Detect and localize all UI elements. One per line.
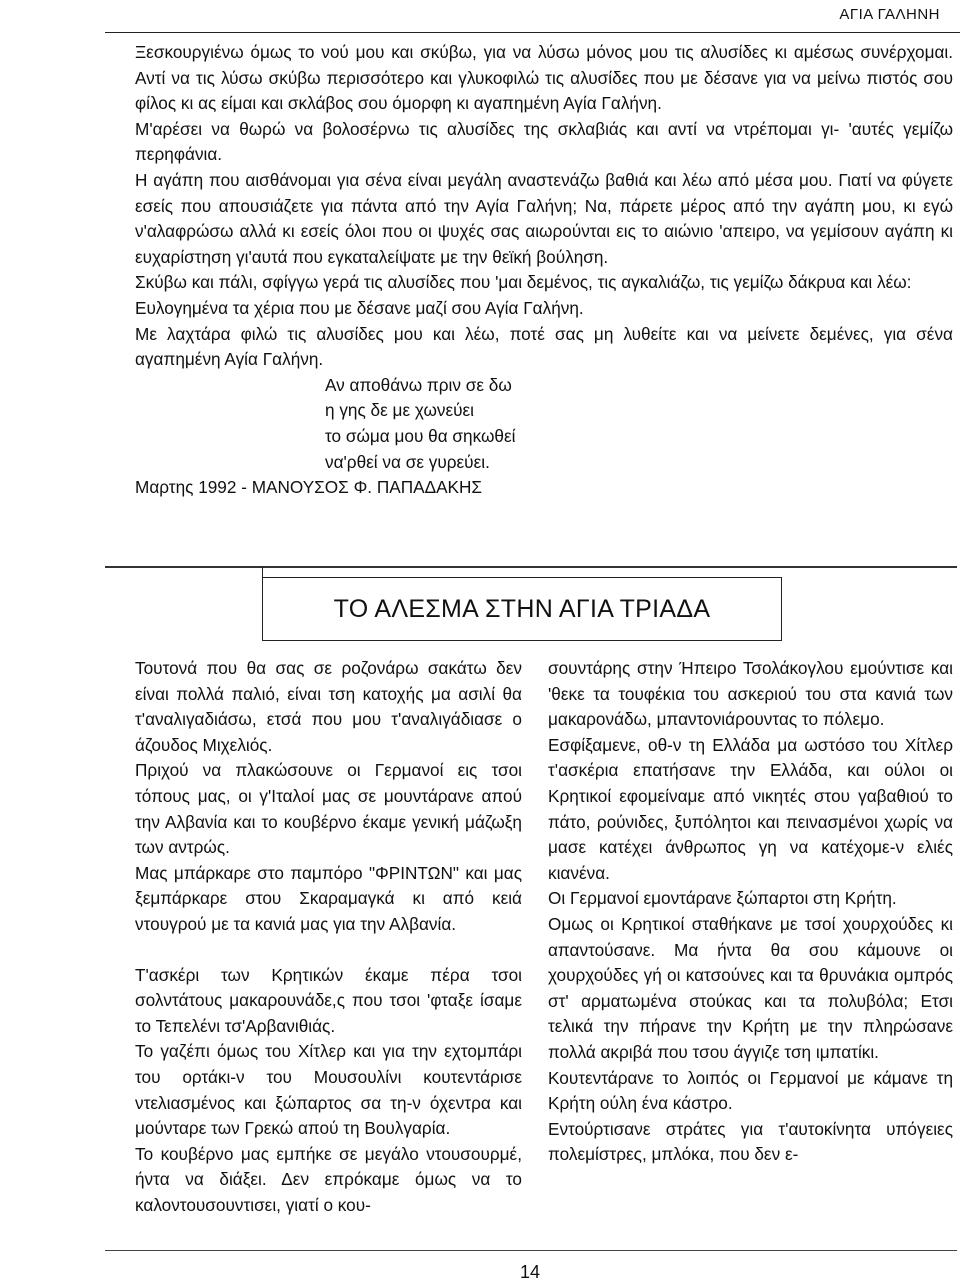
intro-paragraph: Ευλογημένα τα χέρια που με δέσανε μαζί σου Αγία Γαλήνη. (135, 297, 584, 318)
poem-line: το σώμα μου θα σηκωθεί (325, 425, 516, 446)
intro-paragraph: Με λαχτάρα φιλώ τις αλυσίδες μου και λέω, ποτέ σας μη λυθείτε και να μείνετε δεμένες, για σένα αγαπημένη Αγία Γαλήνη. (135, 323, 953, 370)
article-paragraph: Πριχού να πλακώσουνε οι Γερμανοί εις τσοι τόπους μας, οι γ'Ιταλοί μας σε μουντάρανε απού την Αλβανία και το κουβέρνο έκαμε γενική μάζωξη των αντρώς. (135, 760, 522, 858)
article-paragraph: Το κουβέρνο μας εμπήκε σε μεγάλο ντουσουρμέ, ήντα να διάξει. Δεν επρόκαμε όμως να το καλοντουσουντισει, γιατί ο κου- (135, 1143, 522, 1215)
paragraph-spacer (135, 938, 522, 963)
running-head-title: ΑΓΙΑ ΓΑΛΗΝΗ (839, 6, 940, 23)
footer-rule (105, 1250, 957, 1251)
article-title-text: ΤΟ ΑΛΕΣΜΑ ΣΤΗΝ ΑΓΙΑ ΤΡΙΑΔΑ (333, 594, 711, 623)
poem (325, 373, 953, 475)
intro-paragraph: Ξεσκουργιένω όμως το νού μου και σκύβω, για να λύσω μόνος μου τις αλυσίδες κι αμέσως συνέρχομαι. Αντί να τις λύσω σκύβω περισσότερο και γλυκοφιλώ τις αλυσίδες που με δέσανε για να μείνω πιστός σου φίλος κι ας είμαι και σκλάβος σου όμορφη κι αγαπημένη Αγία Γαλήνη. (135, 42, 953, 114)
article-paragraph: σουντάρης στην Ήπειρο Τσολάκογλου εμούντισε και 'θεκε τα τουφέκια του ασκεριού του στα κανιά των μακαρονάδω, μπαντονιάρουντας το πόλεμο. (548, 658, 953, 730)
article-paragraph: Μας μπάρκαρε στο παμπόρο "ΦΡΙΝΤΩΝ" και μας ξεμπάρκαρε στου Σκαραμαγκά κι από κειά ντουγρού με τα κανιά μας για την Αλβανία. (135, 862, 522, 934)
article-paragraph: Κουτεντάρανε το λοιπός οι Γερμανοί με κάμανε τη Κρήτη ούλη ένα κάστρο. (548, 1067, 953, 1114)
article-paragraph: Τ'ασκέρι των Κρητικών έκαμε πέρα τσοι σολντάτους μακαρουνάδε,ς που τσοι 'φταξε ίσαμε το Τεπελένι τσ'Αρβανιθιάς. (135, 964, 522, 1036)
poem-line: Αν αποθάνω πριν σε δω (325, 374, 512, 395)
section-divider (105, 566, 957, 568)
intro-paragraph: Η αγάπη που αισθάνομαι για σένα είναι μεγάλη αναστενάζω βαθιά και λέω από μέσα μου. Γιατί να φύγετε εσείς που απουσιάζετε για πάντα από την Αγία Γαλήνη; Να, πάρετε μέρος από την αγάπη μου, κι εγώ ν'αλαφρώσω αλλά κι εσείς όλοι που οι ψυχές σας αιωρούνται εις το αιώνιο 'απειρο, να γεμίσουν αγάπη κι ευχαρίστηση γι'αυτά που εγκαταλείψατε με την θεϊκή βούληση. (135, 169, 953, 267)
header-rule (105, 32, 960, 33)
author-signature: Μαρτης 1992 - ΜΑΝΟΥΣΟΣ Φ. ΠΑΠΑΔΑΚΗΣ (135, 477, 483, 498)
article-paragraph: Εντούρτισανε στράτες για τ'αυτοκίνητα υπόγειες πολεμίστρες, μπλόκα, που δεν ε- (548, 1118, 953, 1165)
article-left-column (135, 656, 522, 1218)
article-title (262, 577, 782, 641)
article-paragraph: Τουτονά που θα σας σε ροζονάρω σακάτω δεν είναι πολλά παλιό, είναι τση κατοχής μα ασιλί θα τ'αναλιγαδιάσω, ετσά που μου τ'αναλιγάδιασε ο άζουδος Μιχελιός. (135, 658, 522, 755)
intro-paragraph: Μ'αρέσει να θωρώ να βολοσέρνω τις αλυσίδες της σκλαβιάς και αντί να ντρέπομαι γι- 'αυτές γεμίζω περηφάνια. (135, 118, 953, 165)
poem-line: να'ρθεί να σε γυρεύει. (325, 451, 490, 472)
intro-section (135, 40, 953, 501)
article-paragraph: Ομως οι Κρητικοί σταθήκανε με τσοί χουρχούδες κι απαντούσανε. Μα ήντα θα σου κάμουνε οι χουρχούδες γή οι κατσούνες και τα θρυνάκια ομπρός στ' αρματωμένα στούκας και τα πολυβόλα; Ετσι τελικά την πήρανε την Κρήτη με την πληρώσανε πολλά ακριβά που τσου άγγιζε τση ιμπατίκι. (548, 913, 953, 1062)
article-paragraph: Το γαζέπι όμως του Χίτλερ και για την εχτομπάρι του ορτάκι-ν του Μουσουλίνι κουτεντάρισε ντελιασμένος και ξώπαρτος σα τη-ν όχεντρα και μούνταρε των Γρεκώ απού τη Βουλγαρία. (135, 1041, 522, 1139)
page-number: 14 (519, 1262, 541, 1282)
article-paragraph: Οι Γερμανοί εμοντάρανε ξώπαρτοι στη Κρήτη. (548, 888, 897, 909)
article-paragraph: Εσφίξαμενε, οθ-ν τη Ελλάδα μα ωστόσο του Χίτλερ τ'ασκέρια επατήσανε την Ελλάδα, και ούλοι οι Κρητικοί εφομείναμε από νικητές στου γαβαθιού το πάτο, ρούνιδες, ξυπόλητοι και πεινασμένοι χωρίς να μασε κατέχει άνθρωπος γη να κατέχομε-ν ελιές κιανένα. (548, 734, 953, 883)
poem-line: η γης δε με χωνεύει (325, 400, 475, 421)
article-right-column (548, 656, 953, 1168)
intro-paragraph: Σκύβω και πάλι, σφίγγω γερά τις αλυσίδες που 'μαι δεμένος, τις αγκαλιάζω, τις γεμίζω δάκρυα και λέω: (135, 272, 912, 293)
